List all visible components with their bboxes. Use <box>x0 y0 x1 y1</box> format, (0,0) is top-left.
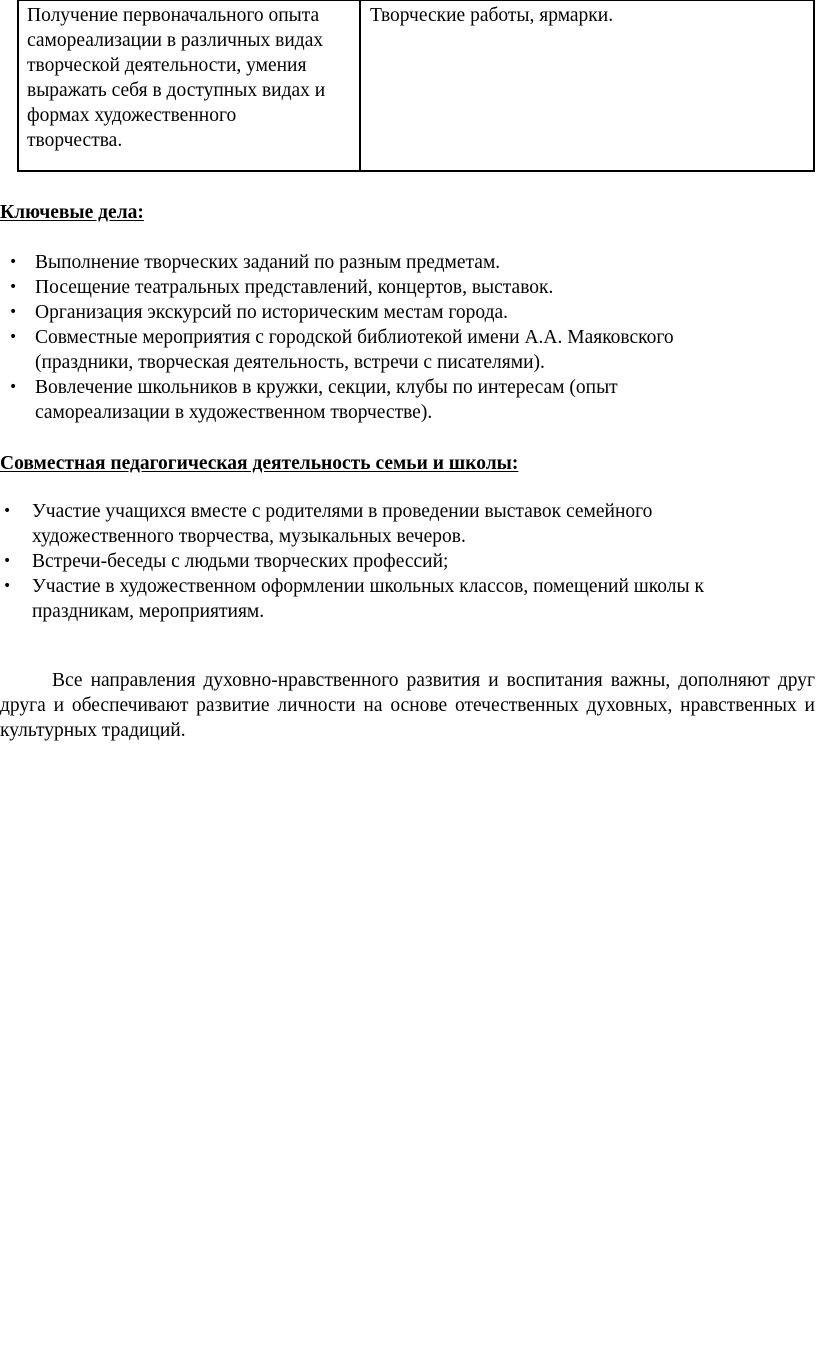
family-school-heading: Совместная педагогическая деятельность семьи и школы: <box>0 453 519 474</box>
list-item <box>0 325 816 375</box>
bullet-icon: • <box>9 329 18 345</box>
list-item <box>0 499 816 549</box>
list-item-text: Выполнение творческих заданий по разным предметам. <box>35 252 501 273</box>
table-cell-goal <box>19 0 361 170</box>
list-item <box>0 300 816 325</box>
list-item <box>0 250 816 275</box>
bullet-icon: • <box>3 578 12 594</box>
bullet-icon: • <box>9 254 18 270</box>
table-cell-forms-text: Творческие работы, ярмарки. <box>370 5 614 26</box>
activities-table <box>17 0 815 172</box>
list-item-text: Организация экскурсий по историческим местам города. <box>35 302 509 323</box>
list-item-text: Вовлечение школьников в кружки, секции, клубы по интересам (опыт самореализации в художественном творчестве). <box>35 377 618 423</box>
key-activities-list <box>0 250 816 425</box>
bullet-icon: • <box>9 279 18 295</box>
conclusion-paragraph: Все направления духовно-нравственного развития и воспитания важны, дополняют друг друга и обеспечивают развитие личности на основе отечественных духовных, нравственных и культурных традиций. <box>0 669 815 741</box>
list-item-text: Встречи-беседы с людьми творческих профессий; <box>32 551 449 572</box>
table-cell-goal-text: Получение первоначального опыта самореализации в различных видах творческой деятельности, умения выражать себя в доступных видах и формах художественного творчества. <box>27 5 326 151</box>
bullet-icon: • <box>9 379 18 395</box>
list-item-text: Совместные мероприятия с городской библиотекой имени А.А. Маяковского (праздники, творческая деятельность, встречи с писателями). <box>35 327 674 373</box>
list-item-text: Посещение театральных представлений, концертов, выставок. <box>35 277 554 298</box>
list-item-text: Участие учащихся вместе с родителями в проведении выставок семейного художественного творчества, музыкальных вечеров. <box>32 501 653 547</box>
list-item <box>0 275 816 300</box>
bullet-icon: • <box>3 553 12 569</box>
list-item-text: Участие в художественном оформлении школьных классов, помещений школы к праздникам, мероприятиям. <box>32 576 704 622</box>
bullet-icon: • <box>3 503 12 519</box>
list-item <box>0 375 816 425</box>
family-school-list <box>0 499 816 624</box>
key-activities-heading: Ключевые дела: <box>0 202 144 223</box>
list-item <box>0 574 816 624</box>
list-item <box>0 549 816 574</box>
table-cell-forms <box>361 0 813 170</box>
bullet-icon: • <box>9 304 18 320</box>
